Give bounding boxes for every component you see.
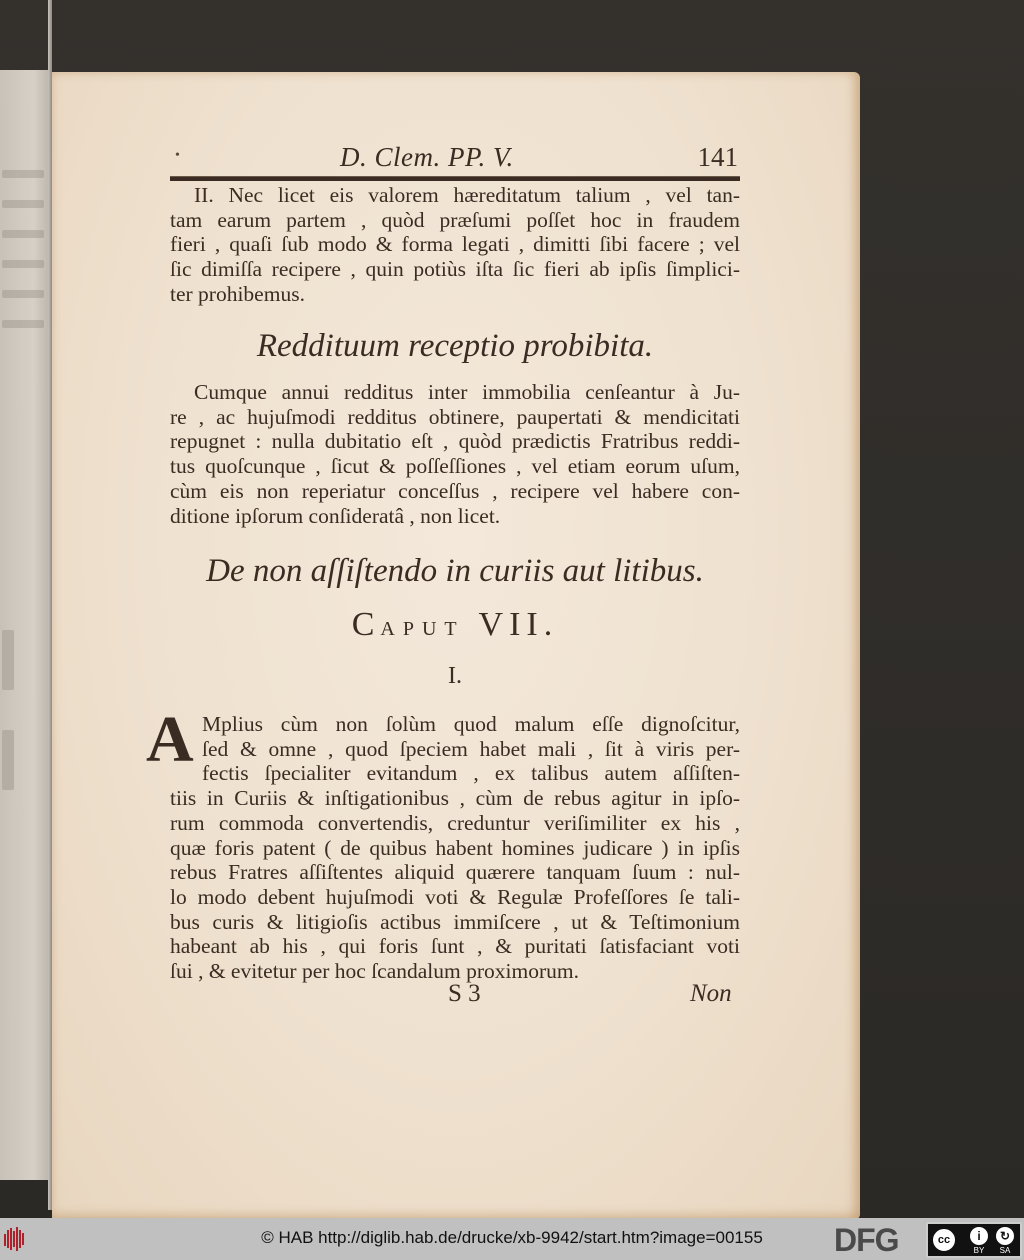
chapter-heading (170, 606, 740, 644)
section-number: I. (448, 663, 462, 689)
section-heading-de-non-assistendo: De non aſſiſtendo in curiis aut litibus. (206, 553, 704, 589)
copyright-link[interactable]: © HAB http://diglib.hab.de/drucke/xb-9942/start.htm?image=00155 (261, 1228, 763, 1247)
paragraph-section-i (170, 712, 740, 984)
text-line: rum commoda convertendis, creduntur veriſimiliter ex his , (170, 810, 740, 835)
text-line: bus curis & litigioſis actibus immiſcere , ut & Teſtimonium (170, 909, 740, 934)
text-line: rebus Fratres aſſiſtentes aliquid quærere tanquam ſuum : nul- (170, 860, 740, 885)
running-head-marker: • (175, 148, 180, 163)
chapter-word: APUT (380, 618, 465, 640)
drop-cap: A (146, 703, 194, 776)
catchword: Non (690, 980, 732, 1007)
text-line: cùm eis non reperiatur conceſſus , recipere vel habere con- (170, 478, 740, 503)
chapter-initial: C (351, 606, 381, 643)
text-line: tiis in Curiis & inſtigationibus , cùm de rebus agitur in ipſo- (170, 786, 740, 811)
text-line: ditione ipſorum conſideratâ , non licet. (170, 503, 501, 528)
text-line: lo modo debent hujuſmodi voti & Regulæ Profeſſores ſe tali- (170, 884, 740, 909)
text-line: ſic dimiſſa recipere , quin potiùs iſta ſic fieri ab ipſis ſimplici- (170, 257, 740, 282)
text-line: tus quoſcunque , ſicut & poſſeſſiones , vel etiam eorum uſum, (170, 454, 740, 479)
text-line: Cumque annui redditus inter immobilia cenſeantur à Ju- (194, 380, 740, 404)
footer-bar (0, 1218, 1024, 1260)
text-line: fieri , quaſi ſub modo & forma legati , dimitti ſibi facere ; vel (170, 232, 740, 257)
paragraph-section-ii (170, 183, 740, 307)
text-line: repugnet : nulla dubitatio eſt , quòd prædictis Fratribus reddi- (170, 429, 740, 454)
running-head (175, 140, 738, 176)
share-alike-icon: ↻ (996, 1227, 1014, 1245)
text-line: II. Nec licet eis valorem hæreditatum talium , vel tan- (194, 183, 740, 207)
text-line: quæ foris patent ( de quibus habent homines judicare ) in ipſis (170, 835, 740, 860)
text-line: tam earum partem , quòd præſumi poſſet hoc in fraudem (170, 207, 740, 232)
text-line: ſui , & evitetur per hoc ſcandalum proximorum. (170, 959, 579, 984)
by-label: BY (973, 1246, 985, 1255)
page-number: 141 (697, 142, 738, 172)
previous-page-edge (0, 70, 50, 1180)
header-rule (170, 176, 740, 181)
text-line: fectis ſpecialiter evitandum , ex talibus autem aſſiſten- (202, 761, 740, 786)
section-heading-reddituum: Reddituum receptio probibita. (256, 328, 654, 364)
signature-mark: S 3 (448, 980, 481, 1007)
attribution-icon: i (970, 1227, 988, 1245)
text-line: ſed & omne , quod ſpeciem habet mali , ſit à viris per- (202, 736, 740, 761)
dfg-logo: DFG (834, 1222, 899, 1258)
running-head-title: D. Clem. PP. V. (340, 142, 514, 172)
sa-label: SA (999, 1246, 1011, 1255)
text-line: re , ac hujuſmodi redditus obtinere, paupertati & mendicitati (170, 404, 740, 429)
text-line: ter prohibemus. (170, 281, 305, 306)
chapter-numeral: VII. (478, 606, 559, 643)
cc-license-badge[interactable] (926, 1222, 1022, 1258)
text-line: Mplius cùm non ſolùm quod malum eſſe dignoſcitur, (202, 712, 740, 736)
text-line: habeant ab his , qui foris ſunt , & puritati ſatisfaciant voti (170, 934, 740, 959)
cc-icon: cc (931, 1227, 957, 1253)
paragraph-reddituum (170, 380, 740, 528)
